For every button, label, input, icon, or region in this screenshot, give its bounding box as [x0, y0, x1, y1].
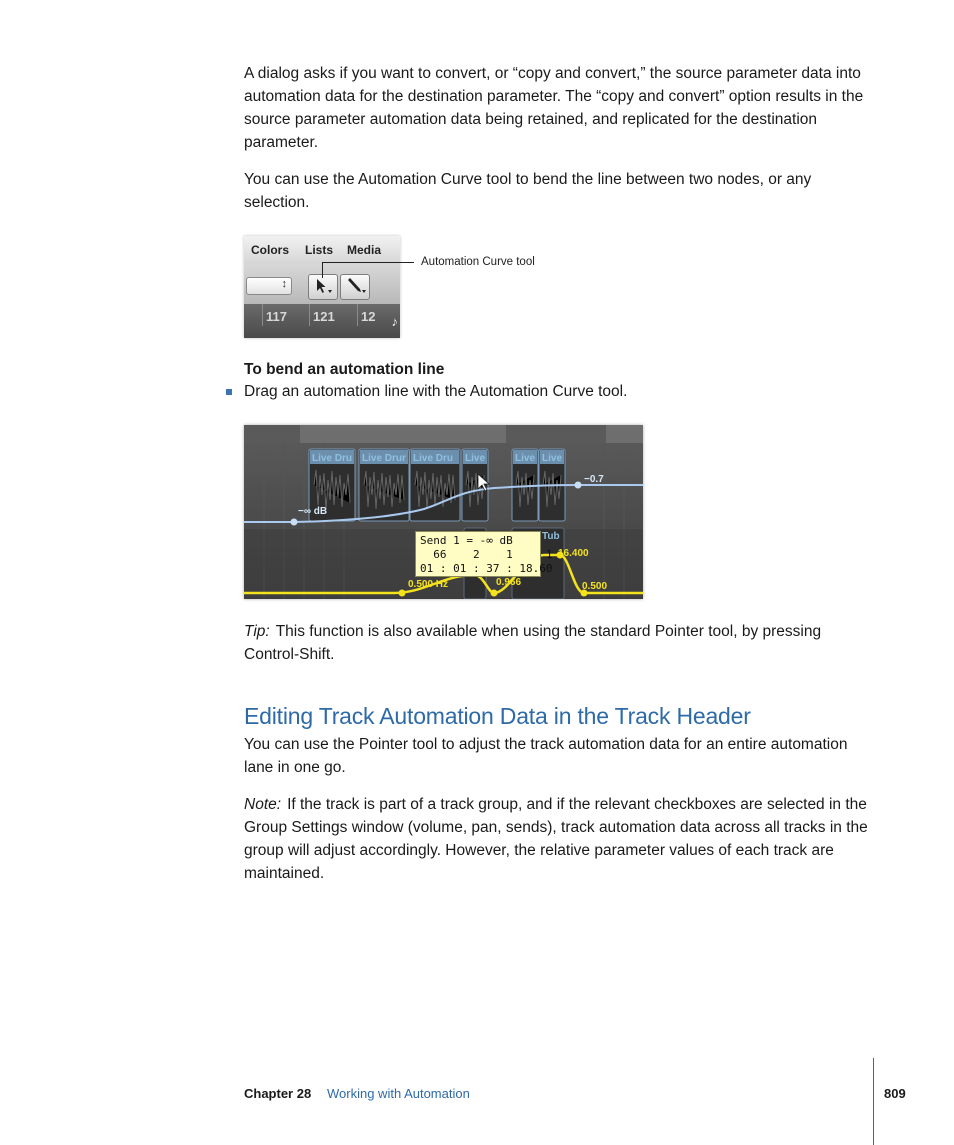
page-number: 809 — [884, 1086, 906, 1101]
region-label: Live — [515, 453, 536, 464]
lower-value-label: 16.400 — [558, 548, 589, 559]
note-paragraph — [244, 793, 876, 885]
intro-paragraph: A dialog asks if you want to convert, or “copy and convert,” the source parameter data into automation data for the destination parameter. The “copy and convert” option results in the source parameter automation data being retained, and replicated for the destination parameter. — [244, 65, 864, 151]
automation-node — [291, 519, 298, 526]
pencil-tool-icon — [340, 274, 370, 300]
footer-chapter-title: Working with Automation — [327, 1086, 470, 1101]
menu-lists: Lists — [305, 243, 334, 257]
section-paragraph: You can use the Pointer tool to adjust the track automation data for an entire automation lane in one go. — [244, 736, 848, 776]
lower-value-label: 0.500 — [582, 581, 608, 592]
ruler-tick — [262, 304, 263, 326]
ruler-number: 117 — [266, 309, 287, 324]
music-note-icon: ♪ — [391, 314, 398, 329]
region-label: Live — [465, 453, 486, 464]
callout-line-vertical — [322, 262, 323, 278]
automation-lane-screenshot — [244, 425, 643, 599]
end-value-label: −0.7 — [584, 474, 604, 485]
tip-text: This function is also available when using the standard Pointer tool, by pressing Control-Shift. — [244, 623, 822, 663]
bar-ruler — [244, 304, 400, 338]
automation-node — [575, 482, 582, 489]
automation-node — [399, 590, 406, 597]
bullet-marker — [226, 389, 232, 395]
tooltip-line: 66 2 1 1 — [420, 548, 553, 561]
tooltip-line: Send 1 = -∞ dB — [420, 534, 513, 547]
toolbar-screenshot — [244, 236, 400, 338]
footer-chapter: Chapter 28 — [244, 1086, 312, 1101]
callout-label: Automation Curve tool — [421, 256, 535, 268]
ruler-tick — [357, 304, 358, 326]
ruler-number: 121 — [313, 309, 335, 324]
tooltip-line: 01 : 01 : 37 : 18.60 — [420, 562, 553, 575]
tip-label: Tip: — [244, 623, 270, 640]
updown-arrow-icon: ↕ — [281, 278, 287, 290]
callout-line — [322, 262, 414, 263]
automation-node — [491, 590, 498, 597]
tool-popup — [246, 277, 292, 295]
region-label: Live Drur — [362, 453, 406, 464]
region-label: Tub — [542, 531, 560, 542]
pointer-tool-icon — [308, 274, 338, 300]
ruler-tick — [309, 304, 310, 326]
menu-colors: Colors — [251, 243, 290, 257]
ruler-number: 12 — [361, 309, 376, 324]
lower-value-label: 0.966 — [496, 577, 522, 588]
start-value-label: −∞ dB — [298, 506, 328, 517]
region-label: Live Dru — [413, 453, 454, 464]
menu-bar — [244, 236, 400, 264]
note-text: If the track is part of a track group, and if the relevant checkboxes are selected in the Group Settings window (volume, pan, sends), track automation data across all tracks in the group will adjust accordingly. However, the relative parameter values of each track are maintained. — [244, 796, 868, 882]
footer-divider — [873, 1058, 874, 1145]
section-heading: Editing Track Automation Data in the Track Header — [244, 703, 751, 729]
lower-value-label: 0.500 Hz — [408, 579, 449, 590]
region-label: Live — [542, 453, 563, 464]
region-label: Live Dru — [312, 453, 353, 464]
menu-media: Media — [347, 243, 382, 257]
curve-tool-paragraph: You can use the Automation Curve tool to bend the line between two nodes, or any selection. — [244, 171, 812, 211]
task-step: Drag an automation line with the Automation Curve tool. — [244, 383, 628, 400]
task-title: To bend an automation line — [244, 361, 445, 378]
note-label: Note: — [244, 796, 282, 813]
tip-paragraph — [244, 620, 876, 666]
